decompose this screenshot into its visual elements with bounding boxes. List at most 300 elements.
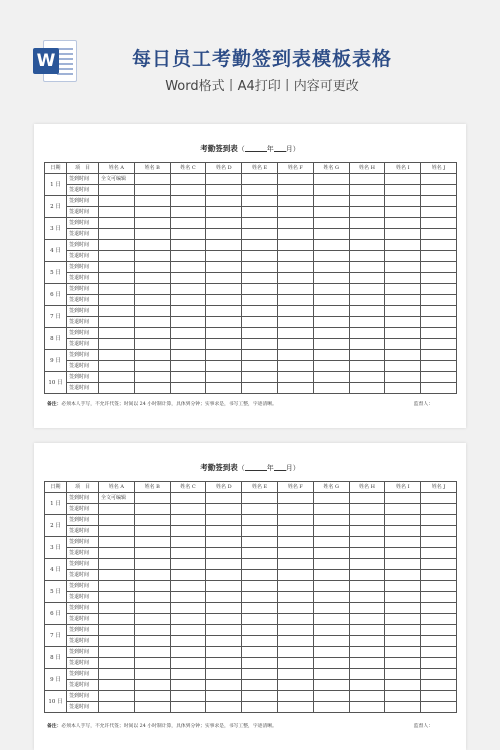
signature-cell[interactable] xyxy=(385,295,421,306)
signature-cell[interactable] xyxy=(170,592,206,603)
signature-cell[interactable] xyxy=(349,350,385,361)
signature-cell[interactable] xyxy=(134,185,170,196)
signature-cell[interactable] xyxy=(313,240,349,251)
signature-cell[interactable] xyxy=(99,636,135,647)
signature-cell[interactable] xyxy=(134,493,170,504)
signature-cell[interactable] xyxy=(99,625,135,636)
signature-cell[interactable] xyxy=(134,702,170,713)
signature-cell[interactable] xyxy=(242,680,278,691)
signature-cell[interactable] xyxy=(242,383,278,394)
signature-cell[interactable] xyxy=(277,361,313,372)
signature-cell[interactable] xyxy=(242,361,278,372)
signature-cell[interactable] xyxy=(421,669,457,680)
signature-cell[interactable] xyxy=(134,361,170,372)
signature-cell[interactable] xyxy=(277,284,313,295)
signature-cell[interactable] xyxy=(99,702,135,713)
signature-cell[interactable] xyxy=(134,614,170,625)
signature-cell[interactable] xyxy=(99,526,135,537)
signature-cell[interactable] xyxy=(206,625,242,636)
signature-cell[interactable] xyxy=(99,614,135,625)
signature-cell[interactable] xyxy=(134,262,170,273)
signature-cell[interactable] xyxy=(349,680,385,691)
signature-cell[interactable] xyxy=(313,691,349,702)
signature-cell[interactable] xyxy=(349,240,385,251)
signature-cell[interactable] xyxy=(277,592,313,603)
signature-cell[interactable] xyxy=(242,702,278,713)
signature-cell[interactable] xyxy=(134,339,170,350)
signature-cell[interactable] xyxy=(385,548,421,559)
signature-cell[interactable] xyxy=(277,273,313,284)
signature-cell[interactable] xyxy=(206,218,242,229)
signature-cell[interactable] xyxy=(170,174,206,185)
signature-cell[interactable] xyxy=(349,218,385,229)
signature-cell[interactable] xyxy=(277,207,313,218)
signature-cell[interactable] xyxy=(242,174,278,185)
signature-cell[interactable] xyxy=(170,493,206,504)
signature-cell[interactable] xyxy=(349,537,385,548)
signature-cell[interactable] xyxy=(206,372,242,383)
signature-cell[interactable] xyxy=(421,559,457,570)
signature-cell[interactable] xyxy=(313,658,349,669)
signature-cell[interactable] xyxy=(313,372,349,383)
signature-cell[interactable] xyxy=(277,603,313,614)
signature-cell[interactable] xyxy=(313,548,349,559)
signature-cell[interactable] xyxy=(134,273,170,284)
signature-cell[interactable] xyxy=(134,526,170,537)
signature-cell[interactable] xyxy=(277,251,313,262)
signature-cell[interactable] xyxy=(99,284,135,295)
signature-cell[interactable] xyxy=(313,680,349,691)
signature-cell[interactable] xyxy=(313,328,349,339)
signature-cell[interactable] xyxy=(170,581,206,592)
signature-cell[interactable] xyxy=(313,251,349,262)
signature-cell[interactable] xyxy=(385,680,421,691)
signature-cell[interactable] xyxy=(277,218,313,229)
signature-cell[interactable] xyxy=(170,328,206,339)
signature-cell[interactable] xyxy=(134,317,170,328)
signature-cell[interactable] xyxy=(242,581,278,592)
signature-cell[interactable] xyxy=(349,658,385,669)
signature-cell[interactable] xyxy=(99,592,135,603)
signature-cell[interactable] xyxy=(349,273,385,284)
signature-cell[interactable] xyxy=(277,262,313,273)
signature-cell[interactable] xyxy=(421,361,457,372)
signature-cell[interactable] xyxy=(170,350,206,361)
signature-cell[interactable] xyxy=(242,504,278,515)
signature-cell[interactable] xyxy=(313,603,349,614)
signature-cell[interactable] xyxy=(134,383,170,394)
signature-cell[interactable] xyxy=(313,273,349,284)
signature-cell[interactable] xyxy=(242,317,278,328)
signature-cell[interactable] xyxy=(385,207,421,218)
signature-cell[interactable] xyxy=(349,317,385,328)
signature-cell[interactable] xyxy=(349,669,385,680)
signature-cell[interactable] xyxy=(99,240,135,251)
signature-cell[interactable] xyxy=(134,196,170,207)
signature-cell[interactable] xyxy=(349,691,385,702)
signature-cell[interactable] xyxy=(385,493,421,504)
signature-cell[interactable] xyxy=(170,504,206,515)
signature-cell[interactable] xyxy=(242,515,278,526)
signature-cell[interactable] xyxy=(242,691,278,702)
signature-cell[interactable] xyxy=(170,614,206,625)
signature-cell[interactable] xyxy=(421,691,457,702)
signature-cell[interactable] xyxy=(385,647,421,658)
signature-cell[interactable] xyxy=(134,306,170,317)
signature-cell[interactable] xyxy=(349,295,385,306)
signature-cell[interactable] xyxy=(134,537,170,548)
signature-cell[interactable] xyxy=(134,240,170,251)
signature-cell[interactable] xyxy=(421,383,457,394)
signature-cell[interactable] xyxy=(385,658,421,669)
signature-cell[interactable] xyxy=(385,328,421,339)
signature-cell[interactable] xyxy=(277,658,313,669)
signature-cell[interactable] xyxy=(99,647,135,658)
signature-cell[interactable] xyxy=(385,383,421,394)
signature-cell[interactable] xyxy=(313,614,349,625)
signature-cell[interactable] xyxy=(349,526,385,537)
signature-cell[interactable] xyxy=(99,603,135,614)
signature-cell[interactable] xyxy=(206,174,242,185)
signature-cell[interactable] xyxy=(99,372,135,383)
signature-cell[interactable] xyxy=(242,570,278,581)
signature-cell[interactable] xyxy=(349,229,385,240)
signature-cell[interactable] xyxy=(421,636,457,647)
signature-cell[interactable] xyxy=(349,493,385,504)
signature-cell[interactable] xyxy=(421,229,457,240)
signature-cell[interactable] xyxy=(242,350,278,361)
signature-cell[interactable] xyxy=(349,174,385,185)
signature-cell[interactable] xyxy=(99,273,135,284)
signature-cell[interactable] xyxy=(170,548,206,559)
signature-cell[interactable] xyxy=(385,526,421,537)
signature-cell[interactable] xyxy=(385,218,421,229)
signature-cell[interactable] xyxy=(421,515,457,526)
signature-cell[interactable] xyxy=(242,339,278,350)
signature-cell[interactable] xyxy=(349,185,385,196)
signature-cell[interactable] xyxy=(421,306,457,317)
signature-cell[interactable] xyxy=(349,581,385,592)
signature-cell[interactable] xyxy=(242,592,278,603)
signature-cell[interactable] xyxy=(277,647,313,658)
signature-cell[interactable] xyxy=(170,537,206,548)
signature-cell[interactable] xyxy=(134,647,170,658)
signature-cell[interactable] xyxy=(421,680,457,691)
signature-cell[interactable] xyxy=(385,229,421,240)
signature-cell[interactable] xyxy=(277,372,313,383)
signature-cell[interactable] xyxy=(242,625,278,636)
signature-cell[interactable] xyxy=(206,603,242,614)
signature-cell[interactable] xyxy=(349,559,385,570)
signature-cell[interactable] xyxy=(242,240,278,251)
signature-cell[interactable] xyxy=(206,317,242,328)
signature-cell[interactable] xyxy=(99,361,135,372)
signature-cell[interactable] xyxy=(385,559,421,570)
signature-cell[interactable] xyxy=(421,570,457,581)
signature-cell[interactable] xyxy=(242,295,278,306)
signature-cell[interactable] xyxy=(313,636,349,647)
signature-cell[interactable] xyxy=(242,647,278,658)
signature-cell[interactable] xyxy=(385,273,421,284)
signature-cell[interactable] xyxy=(134,504,170,515)
signature-cell[interactable] xyxy=(242,636,278,647)
signature-cell[interactable] xyxy=(277,328,313,339)
signature-cell[interactable] xyxy=(385,284,421,295)
signature-cell[interactable] xyxy=(242,372,278,383)
signature-cell[interactable] xyxy=(206,680,242,691)
signature-cell[interactable] xyxy=(206,262,242,273)
signature-cell[interactable] xyxy=(277,691,313,702)
signature-cell[interactable] xyxy=(99,196,135,207)
signature-cell[interactable] xyxy=(349,328,385,339)
signature-cell[interactable] xyxy=(349,284,385,295)
signature-cell[interactable] xyxy=(206,361,242,372)
signature-cell[interactable] xyxy=(206,592,242,603)
signature-cell[interactable] xyxy=(421,339,457,350)
signature-cell[interactable] xyxy=(170,196,206,207)
signature-cell[interactable] xyxy=(277,570,313,581)
signature-cell[interactable] xyxy=(99,691,135,702)
signature-cell[interactable] xyxy=(385,702,421,713)
signature-cell[interactable] xyxy=(277,317,313,328)
signature-cell[interactable] xyxy=(242,537,278,548)
signature-cell[interactable] xyxy=(134,350,170,361)
signature-cell[interactable] xyxy=(170,559,206,570)
signature-cell[interactable] xyxy=(206,284,242,295)
signature-cell[interactable] xyxy=(385,636,421,647)
signature-cell[interactable] xyxy=(134,515,170,526)
signature-cell[interactable] xyxy=(421,273,457,284)
signature-cell[interactable] xyxy=(170,251,206,262)
signature-cell[interactable] xyxy=(349,515,385,526)
signature-cell[interactable] xyxy=(277,669,313,680)
signature-cell[interactable] xyxy=(313,361,349,372)
signature-cell[interactable] xyxy=(134,570,170,581)
signature-cell[interactable] xyxy=(277,614,313,625)
signature-cell[interactable] xyxy=(170,636,206,647)
signature-cell[interactable] xyxy=(385,350,421,361)
signature-cell[interactable] xyxy=(385,570,421,581)
signature-cell[interactable] xyxy=(99,295,135,306)
signature-cell[interactable] xyxy=(99,339,135,350)
signature-cell[interactable] xyxy=(313,218,349,229)
signature-cell[interactable] xyxy=(170,317,206,328)
signature-cell[interactable] xyxy=(206,658,242,669)
signature-cell[interactable] xyxy=(242,229,278,240)
signature-cell[interactable] xyxy=(349,361,385,372)
signature-cell[interactable] xyxy=(349,614,385,625)
signature-cell[interactable] xyxy=(349,383,385,394)
signature-cell[interactable] xyxy=(170,702,206,713)
signature-cell[interactable] xyxy=(242,493,278,504)
signature-cell[interactable] xyxy=(206,570,242,581)
signature-cell[interactable] xyxy=(421,207,457,218)
signature-cell[interactable] xyxy=(170,691,206,702)
editable-note-cell[interactable]: 全文可编辑 xyxy=(99,493,135,504)
signature-cell[interactable] xyxy=(421,317,457,328)
signature-cell[interactable] xyxy=(349,306,385,317)
signature-cell[interactable] xyxy=(277,625,313,636)
signature-cell[interactable] xyxy=(349,625,385,636)
signature-cell[interactable] xyxy=(134,548,170,559)
signature-cell[interactable] xyxy=(170,372,206,383)
signature-cell[interactable] xyxy=(206,537,242,548)
signature-cell[interactable] xyxy=(134,372,170,383)
signature-cell[interactable] xyxy=(206,548,242,559)
signature-cell[interactable] xyxy=(206,526,242,537)
signature-cell[interactable] xyxy=(313,625,349,636)
signature-cell[interactable] xyxy=(242,614,278,625)
signature-cell[interactable] xyxy=(134,229,170,240)
signature-cell[interactable] xyxy=(99,350,135,361)
signature-cell[interactable] xyxy=(99,669,135,680)
signature-cell[interactable] xyxy=(206,251,242,262)
signature-cell[interactable] xyxy=(170,284,206,295)
signature-cell[interactable] xyxy=(421,592,457,603)
signature-cell[interactable] xyxy=(206,504,242,515)
signature-cell[interactable] xyxy=(242,251,278,262)
signature-cell[interactable] xyxy=(134,669,170,680)
signature-cell[interactable] xyxy=(385,581,421,592)
signature-cell[interactable] xyxy=(99,262,135,273)
signature-cell[interactable] xyxy=(385,537,421,548)
signature-cell[interactable] xyxy=(134,625,170,636)
editable-note-cell[interactable]: 全文可编辑 xyxy=(99,174,135,185)
signature-cell[interactable] xyxy=(277,636,313,647)
signature-cell[interactable] xyxy=(99,251,135,262)
signature-cell[interactable] xyxy=(277,306,313,317)
signature-cell[interactable] xyxy=(385,262,421,273)
signature-cell[interactable] xyxy=(385,372,421,383)
signature-cell[interactable] xyxy=(349,262,385,273)
signature-cell[interactable] xyxy=(313,669,349,680)
signature-cell[interactable] xyxy=(242,603,278,614)
signature-cell[interactable] xyxy=(313,504,349,515)
signature-cell[interactable] xyxy=(277,537,313,548)
signature-cell[interactable] xyxy=(313,306,349,317)
signature-cell[interactable] xyxy=(313,570,349,581)
signature-cell[interactable] xyxy=(313,207,349,218)
signature-cell[interactable] xyxy=(206,229,242,240)
signature-cell[interactable] xyxy=(134,295,170,306)
signature-cell[interactable] xyxy=(242,218,278,229)
signature-cell[interactable] xyxy=(349,504,385,515)
signature-cell[interactable] xyxy=(206,515,242,526)
signature-cell[interactable] xyxy=(99,317,135,328)
signature-cell[interactable] xyxy=(170,306,206,317)
signature-cell[interactable] xyxy=(134,592,170,603)
signature-cell[interactable] xyxy=(242,328,278,339)
signature-cell[interactable] xyxy=(99,306,135,317)
signature-cell[interactable] xyxy=(170,625,206,636)
signature-cell[interactable] xyxy=(206,493,242,504)
signature-cell[interactable] xyxy=(134,328,170,339)
signature-cell[interactable] xyxy=(349,339,385,350)
signature-cell[interactable] xyxy=(421,493,457,504)
signature-cell[interactable] xyxy=(206,185,242,196)
signature-cell[interactable] xyxy=(277,581,313,592)
signature-cell[interactable] xyxy=(349,603,385,614)
signature-cell[interactable] xyxy=(421,581,457,592)
signature-cell[interactable] xyxy=(385,504,421,515)
signature-cell[interactable] xyxy=(385,515,421,526)
signature-cell[interactable] xyxy=(206,273,242,284)
signature-cell[interactable] xyxy=(134,284,170,295)
signature-cell[interactable] xyxy=(242,559,278,570)
signature-cell[interactable] xyxy=(349,636,385,647)
signature-cell[interactable] xyxy=(313,647,349,658)
signature-cell[interactable] xyxy=(170,240,206,251)
signature-cell[interactable] xyxy=(313,196,349,207)
signature-cell[interactable] xyxy=(421,526,457,537)
signature-cell[interactable] xyxy=(99,658,135,669)
signature-cell[interactable] xyxy=(206,240,242,251)
signature-cell[interactable] xyxy=(385,185,421,196)
signature-cell[interactable] xyxy=(277,559,313,570)
signature-cell[interactable] xyxy=(277,196,313,207)
signature-cell[interactable] xyxy=(385,251,421,262)
signature-cell[interactable] xyxy=(170,647,206,658)
signature-cell[interactable] xyxy=(385,240,421,251)
signature-cell[interactable] xyxy=(134,636,170,647)
signature-cell[interactable] xyxy=(170,295,206,306)
signature-cell[interactable] xyxy=(313,339,349,350)
signature-cell[interactable] xyxy=(170,339,206,350)
signature-cell[interactable] xyxy=(206,350,242,361)
signature-cell[interactable] xyxy=(277,702,313,713)
signature-cell[interactable] xyxy=(99,559,135,570)
signature-cell[interactable] xyxy=(385,691,421,702)
signature-cell[interactable] xyxy=(313,493,349,504)
signature-cell[interactable] xyxy=(313,262,349,273)
signature-cell[interactable] xyxy=(421,372,457,383)
signature-cell[interactable] xyxy=(277,548,313,559)
signature-cell[interactable] xyxy=(99,328,135,339)
signature-cell[interactable] xyxy=(385,361,421,372)
signature-cell[interactable] xyxy=(277,680,313,691)
signature-cell[interactable] xyxy=(421,262,457,273)
signature-cell[interactable] xyxy=(277,295,313,306)
signature-cell[interactable] xyxy=(385,306,421,317)
signature-cell[interactable] xyxy=(277,350,313,361)
signature-cell[interactable] xyxy=(349,548,385,559)
signature-cell[interactable] xyxy=(134,174,170,185)
signature-cell[interactable] xyxy=(99,570,135,581)
signature-cell[interactable] xyxy=(385,669,421,680)
signature-cell[interactable] xyxy=(421,537,457,548)
signature-cell[interactable] xyxy=(134,251,170,262)
signature-cell[interactable] xyxy=(99,537,135,548)
signature-cell[interactable] xyxy=(170,207,206,218)
signature-cell[interactable] xyxy=(99,504,135,515)
signature-cell[interactable] xyxy=(134,218,170,229)
signature-cell[interactable] xyxy=(313,515,349,526)
signature-cell[interactable] xyxy=(170,526,206,537)
signature-cell[interactable] xyxy=(170,669,206,680)
signature-cell[interactable] xyxy=(421,240,457,251)
signature-cell[interactable] xyxy=(134,691,170,702)
signature-cell[interactable] xyxy=(99,383,135,394)
signature-cell[interactable] xyxy=(99,548,135,559)
signature-cell[interactable] xyxy=(277,174,313,185)
signature-cell[interactable] xyxy=(206,306,242,317)
signature-cell[interactable] xyxy=(99,218,135,229)
signature-cell[interactable] xyxy=(170,658,206,669)
signature-cell[interactable] xyxy=(277,339,313,350)
signature-cell[interactable] xyxy=(421,504,457,515)
signature-cell[interactable] xyxy=(349,570,385,581)
signature-cell[interactable] xyxy=(134,581,170,592)
